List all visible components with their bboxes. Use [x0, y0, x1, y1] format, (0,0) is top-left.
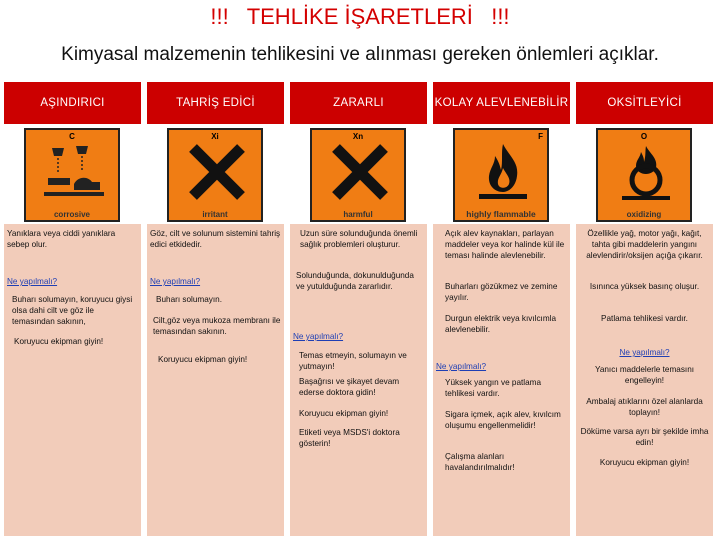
action-item: Koruyucu ekipman giyin! [599, 458, 690, 467]
description: Isınınca yüksek basınç oluşur. [589, 282, 700, 291]
column-corrosive [4, 82, 141, 536]
question-label: Ne yapılmalı? [436, 362, 487, 371]
symbol-code: F [538, 132, 543, 141]
hazard-symbol [596, 128, 692, 222]
description: Durgun elektrik veya kıvılcımla alevlenebilir. [445, 314, 557, 334]
hazard-symbol [453, 128, 549, 222]
symbol-code: Xi [211, 132, 219, 141]
description: Özellikle yağ, motor yağı, kağıt, tahta gibi maddelerin yangını alevlendirir/oksijen açığa çıkarır. [586, 229, 703, 260]
flame-over-circle-icon [616, 142, 676, 202]
symbol-code: C [69, 132, 75, 141]
column-body [433, 224, 570, 536]
hazard-symbol [24, 128, 120, 222]
action-item: Döküme varsa ayrı bir şekilde imha edin! [580, 427, 709, 447]
page-title: !!! TEHLİKE İŞARETLERİ !!! [210, 4, 510, 29]
action-item: Buharı solumayın. [156, 295, 222, 304]
symbol-caption: oxidizing [626, 210, 662, 219]
symbol-caption: highly flammable [466, 209, 536, 219]
column-body [576, 224, 713, 536]
column-header: KOLAY ALEVLENEBİLİR [433, 82, 570, 124]
action-item: Cilt,göz veya mukoza membranı ile temasından sakının. [153, 316, 281, 336]
question-label: Ne yapılmalı? [150, 277, 201, 286]
question-label: Ne yapılmalı? [7, 277, 58, 286]
action-item: Koruyucu ekipman giyin! [14, 337, 104, 346]
corrosive-icon [44, 142, 104, 202]
column-oxidizing [576, 82, 713, 536]
description: Buharları gözükmez ve zemine yayılır. [445, 282, 558, 302]
action-item: Yanıcı maddelerle temasını engelleyin! [594, 365, 695, 385]
column-header: OKSİTLEYİCİ [576, 82, 713, 124]
description: Uzun süre solunduğunda önemli sağlık problemleri oluşturur. [300, 229, 418, 249]
action-item: Buharı solumayın, koruyucu giysi olsa dahi cilt ve göz ile temasından sakının, [12, 295, 133, 326]
symbol-caption: harmful [343, 210, 373, 219]
column-irritant [147, 82, 284, 536]
question-label: Ne yapılmalı? [293, 332, 344, 341]
action-item: Çalışma alanları havalandırılmalıdır! [445, 452, 515, 472]
action-item: Koruyucu ekipman giyin! [299, 409, 389, 418]
column-body [4, 224, 141, 536]
action-item: Yüksek yangın ve patlama tehlikesi vardır. [445, 378, 542, 398]
action-item: Etiketi veya MSDS'i doktora gösterin! [299, 428, 400, 448]
column-harmful [290, 82, 427, 536]
flame-icon [473, 142, 533, 202]
column-header: ZARARLI [290, 82, 427, 124]
action-item: Ambalaj atıklarını özel alanlarda toplayın! [586, 397, 703, 417]
hazard-symbol [310, 128, 406, 222]
cross-icon [330, 142, 390, 202]
cross-icon [187, 142, 247, 202]
column-body [147, 224, 284, 536]
page-subtitle: Kimyasal malzemenin tehlikesini ve alınması gereken önlemleri açıklar. [61, 44, 659, 65]
hazard-symbol [167, 128, 263, 222]
symbol-code: Xn [352, 132, 364, 141]
action-item: Koruyucu ekipman giyin! [158, 355, 248, 364]
action-item: Sigara içmek, açık alev, kıvılcım oluşumu engellenmelidir! [445, 410, 561, 430]
symbol-caption: irritant [202, 210, 228, 219]
column-body [290, 224, 427, 536]
symbol-caption: corrosive [53, 210, 91, 219]
description: Yanıklara veya ciddi yanıklara sebep olur. [7, 229, 116, 249]
description: Göz, cilt ve solunum sistemini tahriş edici etkidedir. [150, 229, 281, 249]
description: Açık alev kaynakları, parlayan maddeler veya kor halinde kül ile teması halinde alevlenebilir. [445, 229, 565, 260]
action-item: Temas etmeyin, solumayın ve yutmayın! [299, 351, 407, 371]
action-item: Başağrısı ve şikayet devam ederse doktora gidin! [299, 377, 400, 397]
description: Solunduğunda, dokunulduğunda ve yutulduğunda zararlıdır. [296, 271, 414, 291]
hazard-table [4, 82, 714, 536]
description: Patlama tehlikesi vardır. [601, 314, 688, 323]
question-label: Ne yapılmalı? [619, 348, 670, 357]
column-flammable [433, 82, 570, 536]
column-header: AŞINDIRICI [4, 82, 141, 124]
symbol-code: O [640, 132, 648, 141]
column-header: TAHRİŞ EDİCİ [147, 82, 284, 124]
